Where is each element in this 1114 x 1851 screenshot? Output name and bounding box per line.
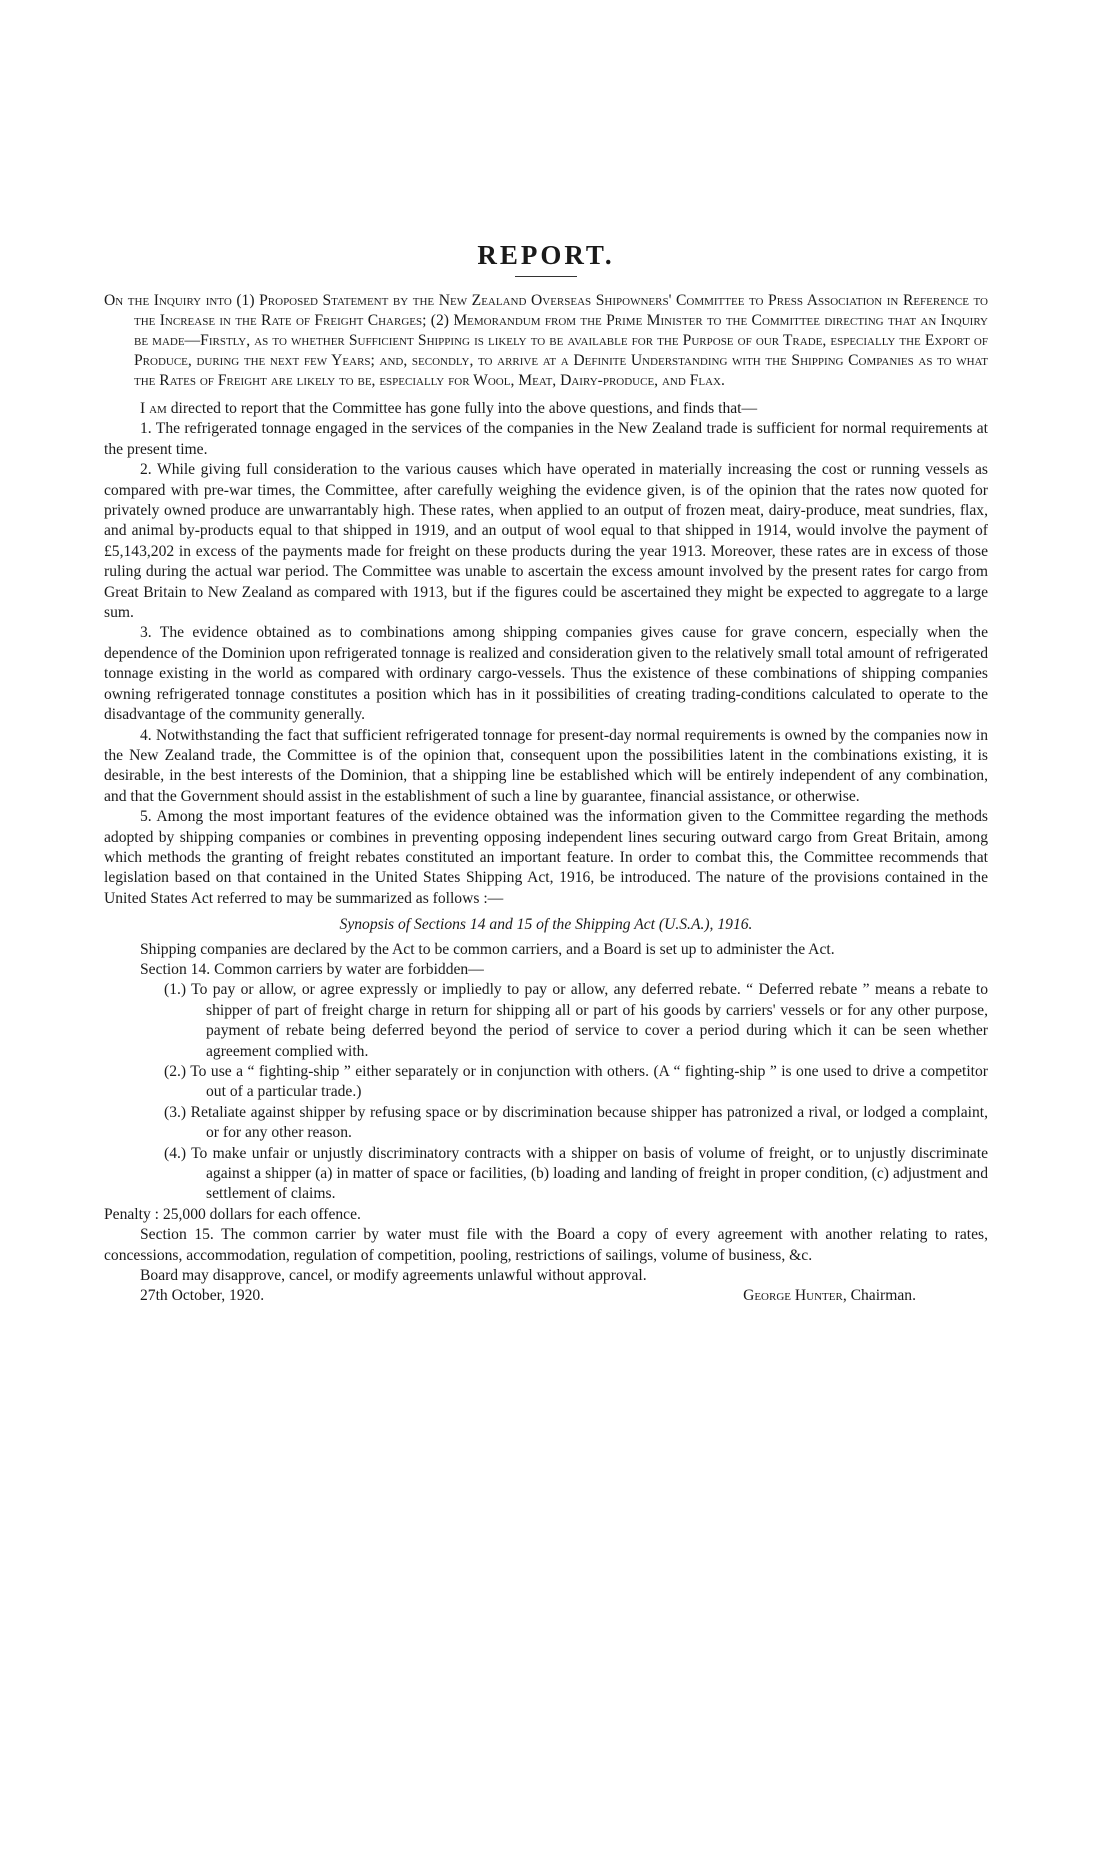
penalty-line: Penalty : 25,000 dollars for each offence. [104, 1205, 361, 1223]
intro-lead: I am [140, 400, 167, 417]
paragraph-5: 5. Among the most important features of the evidence obtained was the information given to the Committee regarding the methods adopted by shipping companies or combines in preventing opposing independent lines securing outward cargo from Great Britain, among which methods the granting of freight rebates constituted an important feature. In order to combat this, the Committee recommends that legislation based on that contained in the United States Shipping Act, 1916, be introduced. The nature of the provisions contained in the United States Act referred to may be summarized as follows :— [104, 808, 988, 907]
paragraph-3: 3. The evidence obtained as to combinations among shipping companies gives cause for grave concern, especially when the dependence of the Dominion upon refrigerated tonnage is realized and consideration given to the relatively small total amount of refrigerated tonnage existing in the world as compared with ordinary cargo-vessels. Thus the existence of these combinations of shipping companies owning refrigerated tonnage constitutes a position which has in it possibilities of creating trading-conditions calculated to operate to the disadvantage of the community generally. [104, 624, 988, 724]
synopsis-intro: Shipping companies are declared by the Act to be common carriers, and a Board is set up to administer the Act. [140, 940, 835, 958]
list-item: (4.) To make unfair or unjustly discriminatory contracts with a shipper on basis of volume of freight, or to unjustly discriminate against a shipper (a) in matter of space or facilities, (b) loading and landing of freight in proper condition, (c) adjustment and settlement of claims. [164, 1144, 988, 1203]
synopsis-title: Synopsis of Sections 14 and 15 of the Shipping Act (U.S.A.), 1916. [339, 916, 753, 934]
list-item: (1.) To pay or allow, or agree expressly or impliedly to pay or allow, any deferred rebate. “ Deferred rebate ” means a rebate to shipper of part of freight charge in return for shipping all or part of his goods by carriers' vessels or for any other purpose, payment of rebate being deferred beyond the period of service to cover a period during which it can be seen whether agreement complied with. [164, 981, 988, 1060]
section-14-heading: Section 14. Common carriers by water are forbidden— [140, 960, 484, 978]
paragraph-4: 4. Notwithstanding the fact that sufficient refrigerated tonnage for present-day normal requirements is owned by the companies now in the New Zealand trade, the Committee is of the opinion that, consequent upon the possibilities latent in the combinations existing, it is desirable, in the best interests of the Dominion, that a shipping line be established which will be entirely independent of any combination, and that the Government should assist in the establishment of such a line by guarantee, financial assistance, or otherwise. [104, 726, 988, 805]
signatory-name: George Hunter [743, 1287, 843, 1305]
report-title: REPORT. [477, 240, 615, 270]
list-item: (2.) To use a “ fighting-ship ” either separately or in conjunction with others. (A “ fighting-ship ” is one used to drive a competitor out of a particular trade.) [164, 1063, 988, 1101]
list-item: (3.) Retaliate against shipper by refusing space or by discrimination because shipper has patronized a rival, or lodged a complaint, or for any other reason. [164, 1103, 988, 1142]
section-15-paragraph: Section 15. The common carrier by water must file with the Board a copy of every agreement with another relating to rates, concessions, accommodation, regulation of competition, pooling, restrictions of sailings, volume of business, &c. [104, 1226, 988, 1264]
paragraph-1: 1. The refrigerated tonnage engaged in the services of the companies in the New Zealand trade is sufficient for normal requirements at the present time. [104, 420, 988, 458]
board-note: Board may disapprove, cancel, or modify agreements unlawful without approval. [140, 1267, 647, 1285]
paragraph-2: 2. While giving full consideration to the various causes which have operated in materially increasing the cost or running vessels as compared with pre-war times, the Committee, after carefully weighing the evidence given, is of the opinion that the rates now quoted for privately owned produce are unwarrantably high. These rates, when applied to an output of frozen meat, dairy-produce, meat sundries, flax, and animal by-products equal to that shipped in 1919, and an output of wool equal to that shipped in 1914, would involve the payment of £5,143,202 in excess of the payments made for freight on these products during the year 1913. Moreover, these rates are in excess of those ruling during the actual war period. The Committee was unable to ascertain the excess amount involved by the present rates for cargo from Great Britain to New Zealand as compared with 1913, but if the figures could be ascertained they might be expected to aggregate to a large sum. [104, 461, 988, 622]
report-date: 27th October, 1920. [140, 1287, 265, 1305]
signoff [104, 1286, 988, 1306]
report-heading: On the Inquiry into (1) Proposed Statement by the New Zealand Overseas Shipowners' Committee to Press Association in Reference to the Increase in the Rate of Freight Charges; (2) Memorandum from the Prime Minister to the Committee directing that an Inquiry be made—Firstly, as to whether Sufficient Shipping is likely to be available for the Purpose of our Trade, especially the Export of Produce, during the next few Years; and, secondly, to arrive at a Definite Understanding with the Shipping Companies as to what the Rates of Freight are likely to be, especially for Wool, Meat, Dairy-produce, and Flax. [104, 292, 988, 389]
intro-rest: directed to report that the Committee has gone fully into the above questions, and finds that— [166, 400, 758, 417]
intro-paragraph [104, 399, 988, 419]
report-page [104, 240, 988, 1307]
signature-block [743, 1286, 916, 1306]
signatory-title: , Chairman. [842, 1287, 916, 1305]
title-rule [515, 276, 577, 277]
